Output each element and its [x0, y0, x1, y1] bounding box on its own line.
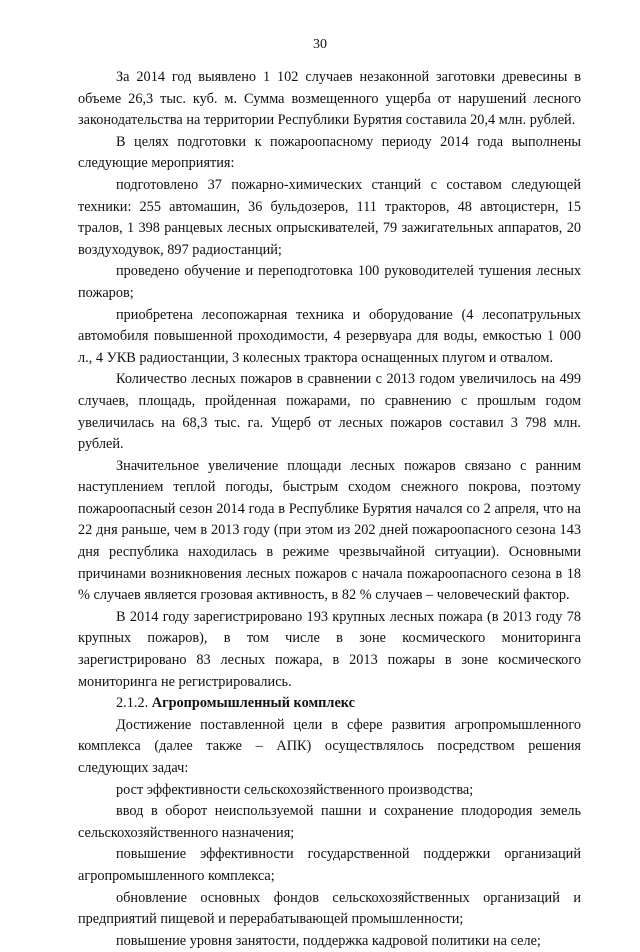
paragraph: В 2014 году зарегистрировано 193 крупных лесных пожара (в 2013 году 78 крупных пожаров), в том числе в зоне космического мониторинга зарегистрировано 83 лесных пожара, в 2013 пожары в зоне космического мониторинга не регистрировались. — [78, 608, 581, 690]
list-item: приобретена лесопожарная техника и оборудование (4 лесопатрульных автомобиля повышенной проходимости, 4 резервуара для воды, емкостью 1 000 л., 4 УКВ радиостанции, 3 колесных трактора оснащенных плугом и отвалом. — [78, 306, 581, 366]
section-heading — [78, 693, 581, 715]
paragraph: Достижение поставленной цели в сфере развития агропромышленного комплекса (далее также – АПК) осуществлялось посредством решения следующих задач: — [78, 716, 581, 776]
list-item: ввод в оборот неиспользуемой пашни и сохранение плодородия земель сельскохозяйственного назначения; — [78, 803, 581, 841]
paragraph: В целях подготовки к пожароопасному периоду 2014 года выполнены следующие мероприятия: — [78, 133, 581, 172]
list-item: повышение эффективности государственной поддержки организаций агропромышленного комплекса; — [78, 846, 581, 884]
list-item: рост эффективности сельскохозяйственного производства; — [116, 781, 474, 798]
list-item: подготовлено 37 пожарно-химических станций с составом следующей техники: 255 автомашин, 36 бульдозеров, 111 тракторов, 48 автоцистерн, 15 тралов, 1 398 ранцевых лесных опрыскивателей, 79 зажигательных аппаратов, 20 воздуходувок, 897 радиостанций; — [78, 176, 581, 258]
list-item: проведено обучение и переподготовка 100 руководителей тушения лесных пожаров; — [78, 263, 581, 301]
paragraph: Количество лесных пожаров в сравнении с 2013 годом увеличилось на 499 случаев, площадь, пройденная пожарами, по сравнению с прошлым годом увеличилась на 68,3 тыс. га. Ущерб от лесных пожаров составил 3 798 млн. рублей. — [78, 371, 581, 453]
page-number: 30 — [313, 37, 327, 52]
list-item: обновление основных фондов сельскохозяйственных организаций и предприятий пищевой и перерабатывающей промышленности; — [78, 889, 581, 928]
section-title: Агропромышленный комплекс — [151, 695, 356, 712]
list-item: повышение уровня занятости, поддержка кадровой политики на селе; — [116, 932, 541, 949]
paragraph: Значительное увеличение площади лесных пожаров связано с ранним наступлением теплой погоды, быстрым сходом снежного покрова, поэтому пожароопасный сезон 2014 года в Республике Бурятия начался со 2 апреля, что на 22 дня раньше, чем в 2013 году (при этом из 202 дней пожароопасного сезона 143 дня республика находилась в режиме чрезвычайной ситуации). Основными причинами возникновения лесных пожаров с начала пожароопасного сезона в 18 % случаев является грозовая активность, в 82 % случаев – человеческий фактор. — [78, 457, 581, 604]
document-body — [78, 67, 581, 952]
paragraph: За 2014 год выявлено 1 102 случаев незаконной заготовки древесины в объеме 26,3 тыс. куб. м. Сумма возмещенного ущерба от нарушений лесного законодательства на территории Республики Бурятия составила 20,4 млн. рублей. — [78, 69, 581, 129]
section-number: 2.1.2. — [116, 695, 149, 712]
